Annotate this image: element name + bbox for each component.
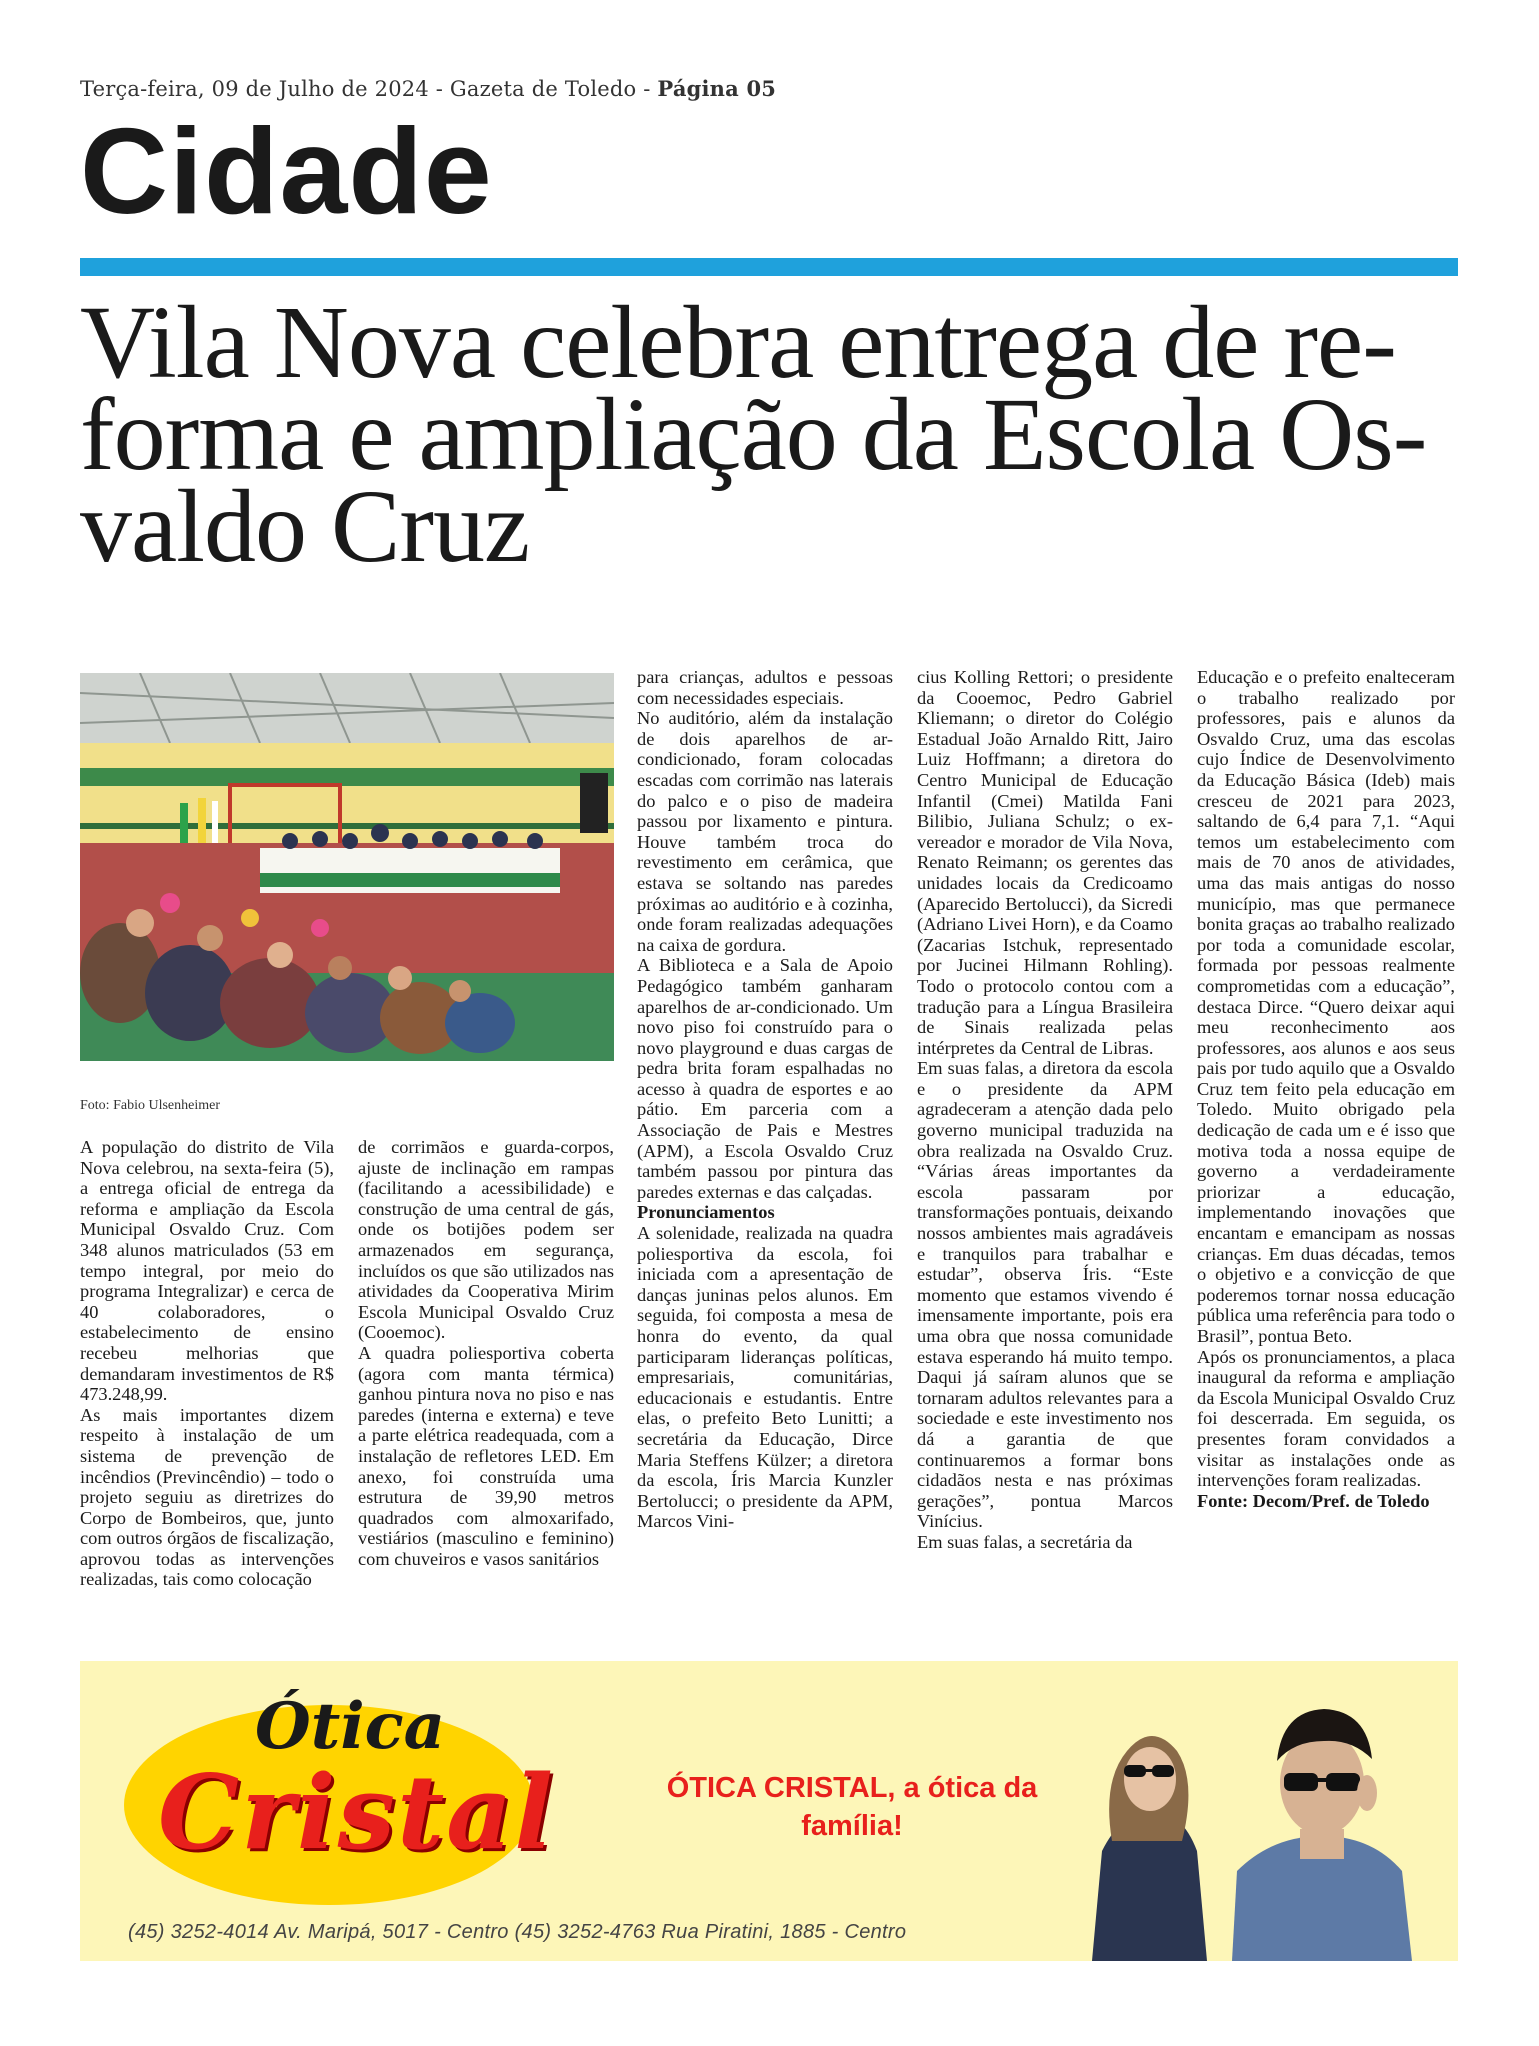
article-column-2	[358, 1137, 614, 1569]
subheading: Pronunciamentos	[637, 1202, 775, 1223]
article-column-5	[1197, 667, 1455, 1511]
page-number: Página 05	[657, 76, 777, 101]
paragraph: Em suas falas, a diretora da escola e o presidente da APM agradeceram a atenção dada pelo governo municipal traduzida na obra realizada na Osvaldo Cruz. “Várias áreas importantes da escola passaram por transformações pontuais, deixando nossos ambientes mais agradáveis e tranquilos para trabalhar e estudar”, observa Íris. “Este momento que estamos vivendo é imensamente importante, pois era uma obra que nossa comunidade estava esperando há muito tempo. Daqui já saíram alunos que se tornaram adultos relevantes para a sociedade e este investimento nos dá a garantia de que continuaremos a formar bons cidadãos nesta e nas próximas gerações”, pontua Marcos Vinícius.	[917, 1058, 1173, 1532]
section-divider	[80, 258, 1458, 276]
paragraph: A quadra poliesportiva coberta (agora com manta térmica) ganhou pintura nova no piso e nas paredes (interna e externa) e teve a parte elétrica readequada, com a instalação de refletores LED. Em anexo, foi construída uma estrutura de 39,90 metros quadrados com almoxarifado, vestiários (masculino e feminino) com chuveiros e vasos sanitários	[358, 1342, 614, 1569]
headline	[80, 285, 1470, 584]
paragraph: A solenidade, realizada na quadra poliesportiva da escola, foi iniciada com a apresentação de danças juninas pelos alunos. Em seguida, foi composta a mesa de honra do evento, da qual participaram lideranças políticas, empresariais, comunitárias, educacionais e estudantis. Entre elas, o prefeito Beto Lunitti; a secretária da Educação, Dirce Maria Steffens Külzer; a diretora da escola, Íris Marcia Kunzler Bertolucci; o presidente da APM, Marcos Vini-	[637, 1223, 893, 1532]
dateline	[80, 76, 776, 101]
brand-logo-top: Ótica	[255, 1689, 446, 1764]
paragraph: Educação e o prefeito enalteceram o trabalho realizado por professores, pais e alunos da Osvaldo Cruz, uma das escolas cujo Índice de Desenvolvimento da Educação Básica (Ideb) mais cresceu de 2021 para 2023, saltando de 6,4 para 7,1. “Aqui temos um estabelecimento com mais de 70 anos de atividades, uma das mais antigas do nosso município, mas que permanece bonita graças ao trabalho realizado por toda a comunidade escolar, formada por pessoas realmente comprometidas com a educação”, destaca Dirce. “Quero deixar aqui meu reconhecimento aos professores, aos alunos e aos seus pais por tudo aquilo que a Osvaldo Cruz tem feito pela educação em Toledo. Muito obrigado pela dedicação de cada um e é isso que motiva toda a nossa equipe de governo a verdadeiramente priorizar a educação, implementando inovações que encantam e emancipam as nossas crianças. Em duas décadas, temos o objetivo e a convicção de que poderemos tornar nossa educação pública uma referência para todo o Brasil”, pontua Beto.	[1197, 667, 1455, 1346]
event-photo-image	[80, 673, 614, 1061]
article-column-1	[80, 1137, 334, 1590]
headline-line: valdo Cruz	[80, 469, 530, 584]
slogan-text-line2: família!	[801, 1810, 903, 1842]
article-column-3	[637, 667, 893, 1532]
paragraph: de corrimãos e guarda-corpos, ajuste de inclinação em rampas (facilitando a acessibilidade) e construção de uma central de gás, onde os botijões podem ser armazenados em segurança, incluídos os que são utilizados nas atividades da Cooperativa Mirim Escola Municipal Osvaldo Cruz (Cooemoc).	[358, 1137, 614, 1343]
advertisement[interactable]	[80, 1661, 1458, 1961]
paragraph: As mais importantes dizem respeito à instalação de um sistema de prevenção de incêndios (Previncêndio) – todo o projeto seguiu as diretrizes do Corpo de Bombeiros, que, junto com outros órgãos de fiscalização, aprovou todas as intervenções realizadas, tais como colocação	[80, 1404, 334, 1590]
paragraph: No auditório, além da instalação de dois aparelhos de ar-condicionado, foram colocadas escadas com corrimão nas laterais do palco e o piso de madeira passou por lixamento e pintura. Houve também troca do revestimento em cerâmica, que estava se soltando nas paredes próximas ao auditório e à cozinha, onde foram realizadas adequações na caixa de gordura.	[637, 708, 893, 955]
paragraph: cius Kolling Rettori; o presidente da Cooemoc, Pedro Gabriel Kliemann; o diretor do Colégio Estadual João Arnaldo Ritt, Jairo Luiz Hoffmann; a diretora do Centro Municipal de Educação Infantil (Cmei) Matilda Fani Bilibio, Juliana Schulz; o ex-vereador e morador de Vila Nova, Renato Reimann; os gerentes das unidades locais da Credicoamo (Aparecido Bertolucci), da Sicredi (Adriano Livei Horn), e da Coamo (Zacarias Istchuk, representado por Jucinei Hilmann Rohling). Todo o protocolo contou com a tradução para a Língua Brasileira de Sinais realizada pelas intérpretes da Central de Libras.	[917, 667, 1173, 1058]
dateline-text: Terça-feira, 09 de Julho de 2024 - Gazeta de Toledo -	[80, 77, 658, 101]
article-photo	[80, 673, 614, 1061]
section-title: Cidade	[80, 103, 493, 239]
slogan-brand: ÓTICA CRISTAL	[666, 1772, 888, 1804]
models-image	[1032, 1661, 1458, 1961]
paragraph: para crianças, adultos e pessoas com necessidades especiais.	[637, 667, 893, 708]
headline-line: forma e ampliação da Escola Os-	[80, 377, 1427, 492]
brand-logo-main: Cristal	[158, 1753, 556, 1873]
photo-credit: Foto: Fabio Ulsenheimer	[80, 1098, 220, 1113]
ad-contact-info: (45) 3252-4014 Av. Maripá, 5017 - Centro (45) 3252-4763 Rua Piratini, 1885 - Centro	[128, 1921, 907, 1943]
article-column-4	[917, 667, 1173, 1553]
paragraph: A Biblioteca e a Sala de Apoio Pedagógico também ganharam aparelhos de ar-condicionado. Um novo piso foi construído para o novo playground e duas cargas de pedra brita foram espalhadas no acesso à quadra de esportes e ao pátio. Em parceria com a Associação de Pais e Mestres (APM), a Escola Osvaldo Cruz também passou por pintura das paredes externas e das calçadas.	[637, 955, 893, 1202]
slogan-text: , a ótica da	[887, 1772, 1038, 1804]
article-source: Fonte: Decom/Pref. de Toledo	[1197, 1490, 1430, 1511]
paragraph: Em suas falas, a secretária da	[917, 1531, 1133, 1552]
paragraph: A população do distrito de Vila Nova celebrou, na sexta-feira (5), a entrega oficial de entrega da reforma e ampliação da Escola Municipal Osvaldo Cruz. Com 348 alunos matriculados (53 em tempo integral, por meio do programa Integralizar) e cerca de 40 colaboradores, o estabelecimento de ensino recebeu melhorias que demandaram investimentos de R$ 473.248,99.	[80, 1137, 334, 1405]
paragraph: Após os pronunciamentos, a placa inaugural da reforma e ampliação da Escola Municipal Osvaldo Cruz foi descerrada. Em seguida, os presentes foram convidados a visitar as instalações onde as intervenções foram realizadas.	[1197, 1346, 1455, 1491]
headline-line: Vila Nova celebra entrega de re-	[80, 285, 1396, 400]
